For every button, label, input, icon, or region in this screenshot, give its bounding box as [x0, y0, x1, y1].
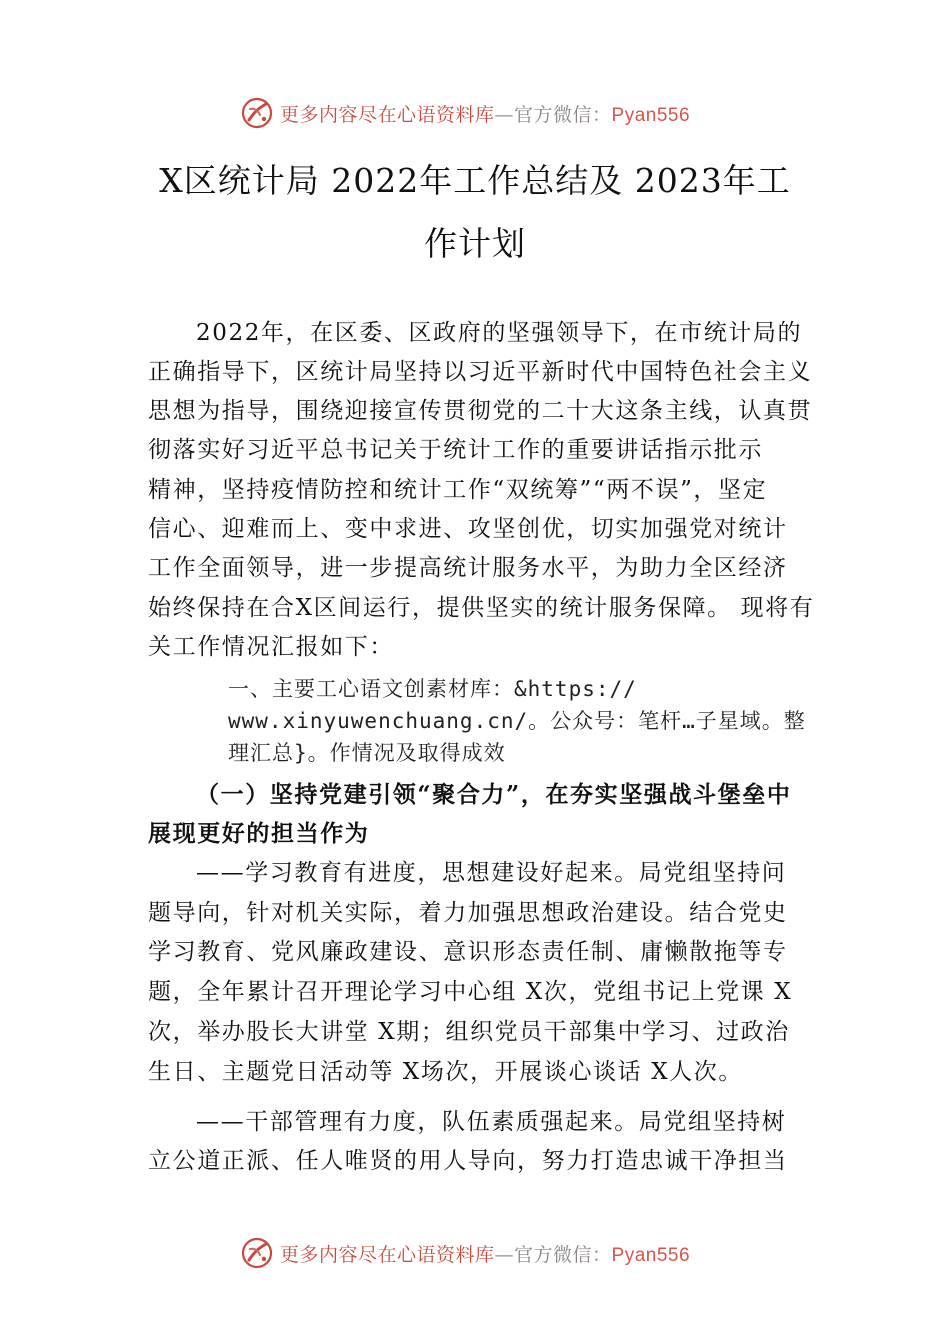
paragraph-line: 次，举办股长大讲堂 X期；组织党员干部集中学习、过政治: [148, 1019, 790, 1045]
paragraph-line: 学习教育、党风廉政建设、意识形态责任制、庸懒散拖等专: [148, 939, 788, 965]
paragraph-line: 题导向，针对机关实际，着力加强思想政治建设。结合党史: [148, 900, 788, 926]
footer-banner-content: [240, 1233, 690, 1273]
paragraph-line: 信心、迎难而上、变中求进、攻坚创优，切实加强党对统计: [148, 516, 788, 542]
brush-seal-logo-icon: [240, 1236, 274, 1270]
section-line: www.xinyuwenchuang.cn/。公众号：笔杆…子星域。整: [228, 709, 806, 733]
paragraph-line: 工作全面领导，进一步提高统计服务水平，为助力全区经济: [148, 555, 788, 581]
paragraph-line: 始终保持在合X区间运行，提供坚实的统计服务保障。 现将有: [148, 595, 815, 621]
header-banner-text: [280, 100, 690, 127]
header-banner: [0, 93, 950, 133]
paragraph-line: 彻落实好习近平总书记关于统计工作的重要讲话指示批示: [148, 437, 763, 463]
banner-wechat-label: 官方微信：: [514, 103, 612, 126]
section-line: 一、主要工心语文创素材库：&https://: [228, 677, 637, 701]
paragraph-line: 思想为指导，围绕迎接宣传贯彻党的二十大这条主线，认真贯: [148, 398, 813, 424]
header-banner-content: [240, 93, 690, 133]
subsection-line: （一）坚持党建引领“聚合力”，在夯实坚强战斗堡垒中: [196, 781, 792, 808]
footer-banner: [0, 1233, 950, 1273]
banner-slogan: 更多内容尽在心语资料库: [280, 103, 495, 126]
paragraph-line: 生日、主题党日活动等 X场次，开展谈心谈话 X人次。: [148, 1059, 743, 1085]
paragraph-line: ——干部管理有力度，队伍素质强起来。局党组坚持树: [196, 1109, 787, 1135]
paragraph-line: ——学习教育有进度，思想建设好起来。局党组坚持问: [196, 860, 787, 886]
banner-slogan: 更多内容尽在心语资料库: [280, 1243, 495, 1266]
brush-seal-logo-icon: [240, 96, 274, 130]
paragraph-line: 立公道正派、任人唯贤的用人导向，努力打造忠诚干净担当: [148, 1148, 788, 1174]
document-title-line-1: X区统计局 2022年工作总结及 2023年工: [159, 161, 791, 200]
paragraph-line: 精神，坚持疫情防控和统计工作“双统筹”“两不误”，坚定: [148, 477, 768, 503]
banner-dash: —: [494, 1243, 515, 1266]
paragraph-line: 正确指导下，区统计局坚持以习近平新时代中国特色社会主义: [148, 359, 813, 385]
document-title-line-2: 作计划: [424, 224, 526, 263]
footer-banner-text: [280, 1240, 690, 1267]
paragraph-line: 2022年，在区委、区政府的坚强领导下，在市统计局的: [196, 320, 803, 346]
banner-wechat-id: Pyan556: [611, 1244, 691, 1266]
paragraph-line: 关工作情况汇报如下：: [148, 634, 394, 660]
section-line: 理汇总}。作情况及取得成效: [228, 741, 506, 765]
paragraph-line: 题，全年累计召开理论学习中心组 X次，党组书记上党课 X: [148, 979, 793, 1005]
banner-wechat-id: Pyan556: [611, 104, 691, 126]
banner-wechat-label: 官方微信：: [514, 1243, 612, 1266]
subsection-line: 展现更好的担当作为: [148, 820, 370, 847]
banner-dash: —: [494, 103, 515, 126]
